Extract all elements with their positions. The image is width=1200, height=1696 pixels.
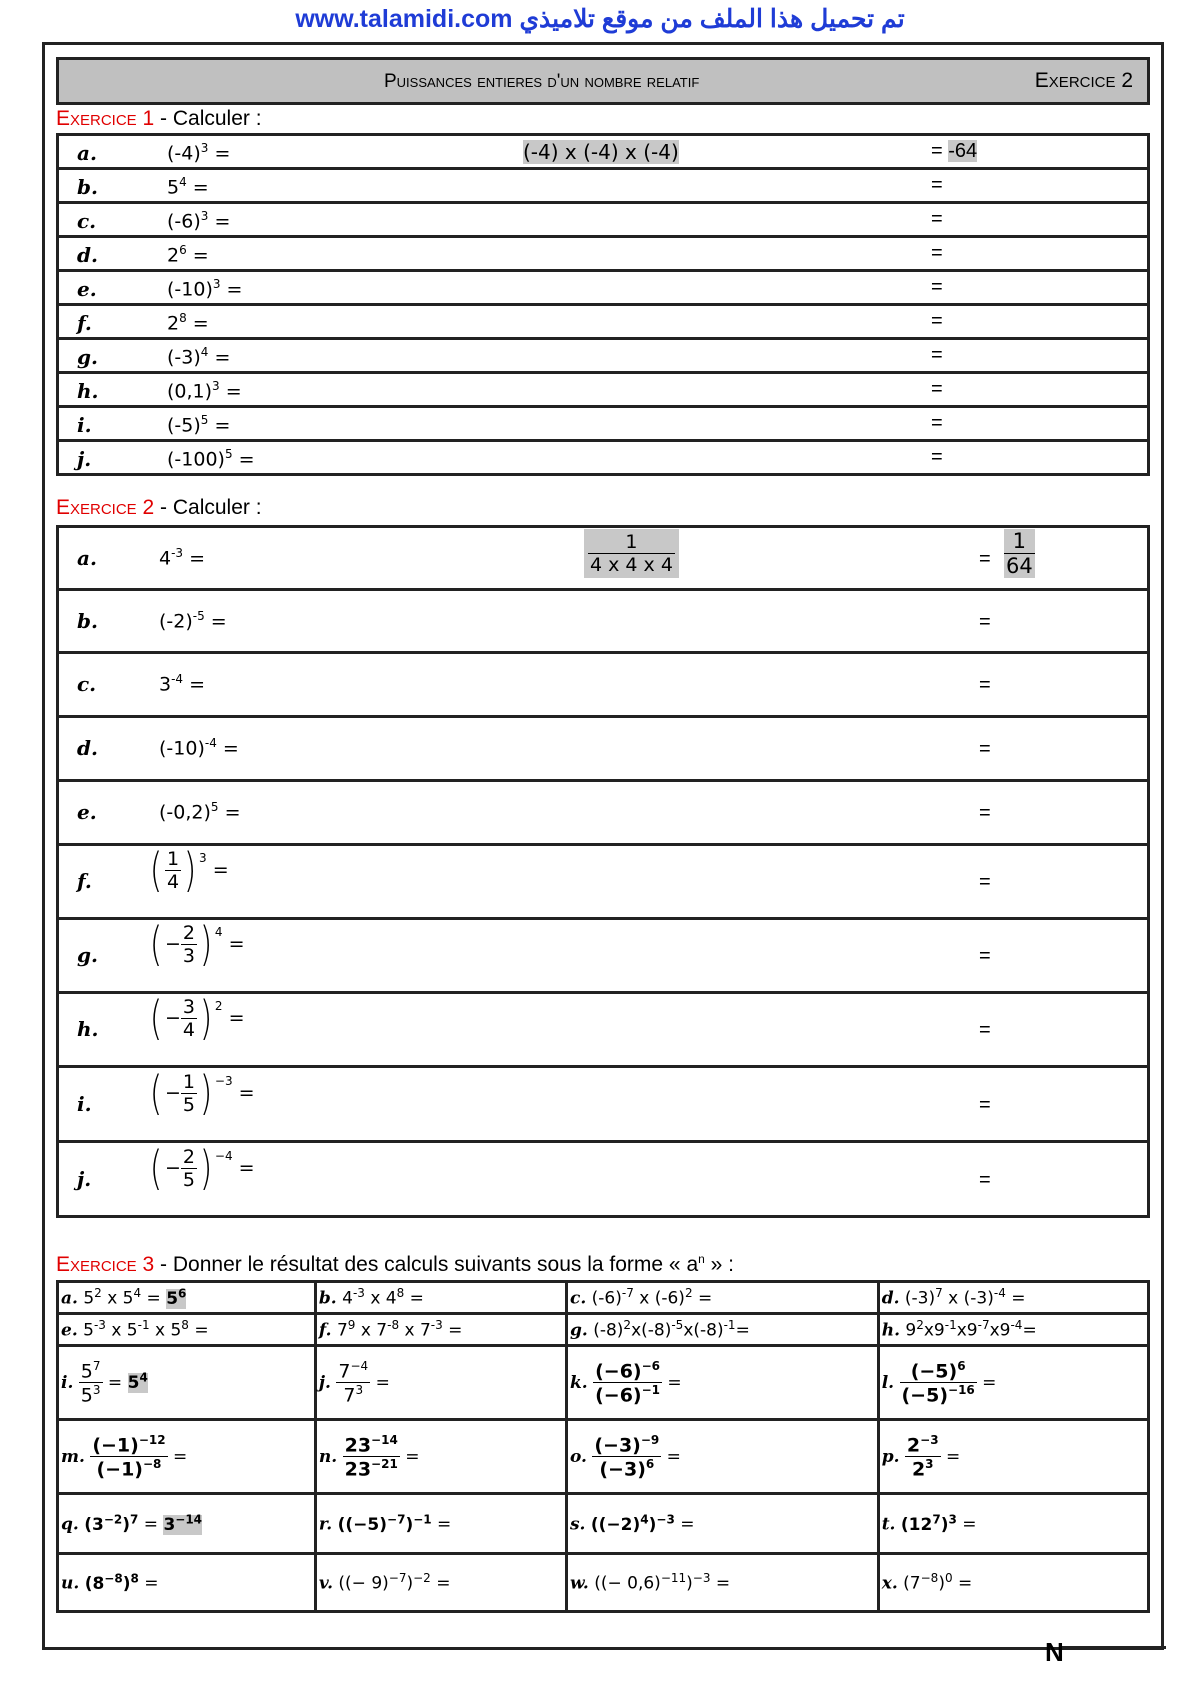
power-expression: $(-0,2)^5$ = xyxy=(159,800,241,824)
ex3-cell-d: d. $(-3)^7$ x $(-3)^{-4}$ = xyxy=(878,1282,1148,1314)
exercise-2-title: Exercice 2 - Calculer : xyxy=(56,496,262,519)
worked-example: $\frac{1}{4 x 4 x 4}$ xyxy=(584,529,679,578)
ex1-row xyxy=(56,167,1150,204)
row-label: c. xyxy=(77,672,97,696)
equals-sign: = xyxy=(931,378,943,400)
equals-sign: = xyxy=(979,871,991,893)
fraction-power-expression: ( − $\frac{1}{5}$ ) $^{-3}$ = xyxy=(149,1066,255,1120)
equals-sign: = xyxy=(931,276,943,298)
power-expression: $(-4)^3$ = xyxy=(167,141,231,165)
row-label: g. xyxy=(77,943,98,967)
row-label: f. xyxy=(77,311,92,335)
row-label: g. xyxy=(77,345,98,369)
equals-sign: = xyxy=(931,446,943,468)
ex1-row xyxy=(56,439,1150,476)
ex2-row xyxy=(56,1140,1150,1218)
power-expression: $(-100)^5$ = xyxy=(167,447,255,471)
row-label: c. xyxy=(77,209,97,233)
ex3-cell-b: b. $4^{-3}$ x $4^8$ = xyxy=(315,1282,566,1314)
ex2-row xyxy=(56,843,1150,920)
equals-sign: = xyxy=(979,674,991,696)
ex3-cell-a: a. $5^2$ x $5^4 = 5^6$ xyxy=(58,1282,316,1314)
row-label: b. xyxy=(77,175,98,199)
row-label: h. xyxy=(77,379,99,403)
row-label: i. xyxy=(77,1092,92,1116)
equals-sign: = xyxy=(979,1169,991,1191)
exercise-number: Exercice 2 xyxy=(1034,69,1133,92)
ex3-cell-e: e. $5^{-3}$ x $5^{-1}$ x $5^8$ = xyxy=(58,1314,316,1346)
ex3-cell-x: x. $(7^{-8})^0$ = xyxy=(878,1554,1148,1612)
equals-sign: = xyxy=(979,945,991,967)
ex3-cell-i: i. $\frac{5^7}{5^3}$ = $5^4$ xyxy=(58,1346,316,1420)
power-expression: $(-10)^{-4}$ = xyxy=(159,736,239,760)
fraction-power-expression: ( − $\frac{3}{4}$ ) $^2$ = xyxy=(149,991,245,1045)
exercise-3-grid xyxy=(56,1280,1150,1613)
ex3-cell-o: o. $(-3)^{-9}$ $(-3)^6$ = xyxy=(566,1420,878,1494)
ex2-row xyxy=(56,779,1150,846)
ex1-row xyxy=(56,371,1150,408)
row-label: d. xyxy=(77,736,98,760)
row-label: a. xyxy=(77,141,97,165)
power-expression: $2^8$ = xyxy=(167,311,209,335)
exercise-1-title: Exercice 1 - Calculer : xyxy=(56,107,262,130)
power-expression: $(-2)^{-5}$ = xyxy=(159,609,227,633)
ex3-cell-t: t. $(12^7)^3$ = xyxy=(878,1494,1148,1554)
ex1-row xyxy=(56,201,1150,238)
ex3-cell-l: l. $(-5)^6$ $(-5)^{-16}$ = xyxy=(878,1346,1148,1420)
equals-sign: = xyxy=(979,802,991,824)
equals-sign: = xyxy=(979,738,991,760)
equals-sign: = -64 xyxy=(931,140,978,162)
ex2-row xyxy=(56,917,1150,994)
row-label: e. xyxy=(77,277,97,301)
ex3-cell-j: j. $\frac{7^{-4}}{7^3}$ = xyxy=(315,1346,566,1420)
equals-sign: = xyxy=(979,1094,991,1116)
row-label: f. xyxy=(77,869,92,893)
ex1-row xyxy=(56,405,1150,442)
equals-sign: = xyxy=(931,412,943,434)
worked-example: (-4) x (-4) x (-4) xyxy=(523,140,679,164)
ex3-cell-g: g. $(-8)^2x(-8)^{-5}x(-8)^{-1}=$ xyxy=(566,1314,878,1346)
ex1-row xyxy=(56,269,1150,306)
ex3-cell-r: r. $((-5)^{-7})^{-1}$ = xyxy=(315,1494,566,1554)
corner-line xyxy=(1060,1646,1166,1649)
equals-sign: = xyxy=(931,242,943,264)
worksheet-header xyxy=(56,57,1150,105)
equals-sign: = xyxy=(979,1019,991,1041)
row-label: j. xyxy=(77,1167,92,1191)
power-expression: $5^4$ = xyxy=(167,175,209,199)
power-expression: $(-3)^4$ = xyxy=(167,345,231,369)
equals-sign: = xyxy=(979,548,991,570)
row-label: i. xyxy=(77,413,92,437)
row-label: j. xyxy=(77,447,92,471)
row-label: d. xyxy=(77,243,98,267)
ex3-cell-c: c. $(-6)^{-7}$ x $(-6)^2$ = xyxy=(566,1282,878,1314)
row-label: h. xyxy=(77,1017,99,1041)
ex3-cell-s: s. $((-2)^4)^{-3}$ = xyxy=(566,1494,878,1554)
row-label: e. xyxy=(77,800,97,824)
equals-sign: = xyxy=(979,611,991,633)
power-expression: $2^6$ = xyxy=(167,243,209,267)
ex2-row xyxy=(56,651,1150,718)
power-expression: $(-10)^3$ = xyxy=(167,277,243,301)
equals-sign: = xyxy=(931,174,943,196)
result-value: -64 xyxy=(948,140,978,162)
power-expression: $3^{-4}$ = xyxy=(159,672,206,696)
ex1-row xyxy=(56,337,1150,374)
ex3-cell-m: m. $(-1)^{-12}$ $(-1)^{-8}$ = xyxy=(58,1420,316,1494)
ex1-row xyxy=(56,303,1150,340)
ex3-cell-u: u. $(8^{-8})^8$ = xyxy=(58,1554,316,1612)
ex3-cell-p: p. $2^{-3}$ $2^3$ = xyxy=(878,1420,1148,1494)
ex3-cell-k: k. $(-6)^{-6}$ $(-6)^{-1}$ = xyxy=(566,1346,878,1420)
ex2-row xyxy=(56,525,1150,591)
ex2-row xyxy=(56,1065,1150,1143)
ex1-row xyxy=(56,133,1150,170)
row-label: a. xyxy=(77,546,97,570)
ex3-cell-f: f. $7^9$ x $7^{-8}$ x $7^{-3}$ = xyxy=(315,1314,566,1346)
ex3-cell-n: n. $23^{-14}$ $23^{-21}$ = xyxy=(315,1420,566,1494)
ex3-cell-v: v. ((− 9)$^{-7}$)$^{-2}$ = xyxy=(315,1554,566,1612)
power-expression: $4^{-3}$ = xyxy=(159,546,206,570)
ex2-row xyxy=(56,588,1150,654)
power-expression: $(-6)^3$ = xyxy=(167,209,231,233)
corner-mark: N xyxy=(1045,1637,1064,1667)
fraction-power-expression: ( $\frac{1}{4}$ ) $^3$ = xyxy=(149,843,229,897)
power-expression: $(-5)^5$ = xyxy=(167,413,231,437)
site-banner: www.talamidi.com تم تحميل هذا الملف من موقع تلاميذي xyxy=(295,5,905,33)
row-label: b. xyxy=(77,609,98,633)
equals-sign: = xyxy=(931,344,943,366)
ex3-cell-h: h. $9^2x9^{-1}x9^{-7}x9^{-4}=$ xyxy=(878,1314,1148,1346)
exercise-3-title: Exercice 3 - Donner le résultat des calculs suivants sous la forme « $a^n$ » : xyxy=(56,1252,734,1276)
ex1-row xyxy=(56,235,1150,272)
ex2-row xyxy=(56,715,1150,782)
ex3-cell-w: w. ((− 0,6)$^{-11}$)$^{-3}$ = xyxy=(566,1554,878,1612)
fraction-power-expression: ( − $\frac{2}{3}$ ) $^4$ = xyxy=(149,917,245,971)
ex2-row xyxy=(56,991,1150,1068)
equals-sign: = xyxy=(931,310,943,332)
ex3-cell-q: q. $(3^{-2})^7 = 3^{-14}$ xyxy=(58,1494,316,1554)
result-value: $\frac{1}{64}$ xyxy=(1006,529,1033,578)
power-expression: $(0,1)^3$ = xyxy=(167,379,242,403)
equals-sign: = xyxy=(931,208,943,230)
worksheet-title: Puissances entieres d'un nombre relatif xyxy=(384,71,700,92)
fraction-power-expression: ( − $\frac{2}{5}$ ) $^{-4}$ = xyxy=(149,1141,255,1195)
